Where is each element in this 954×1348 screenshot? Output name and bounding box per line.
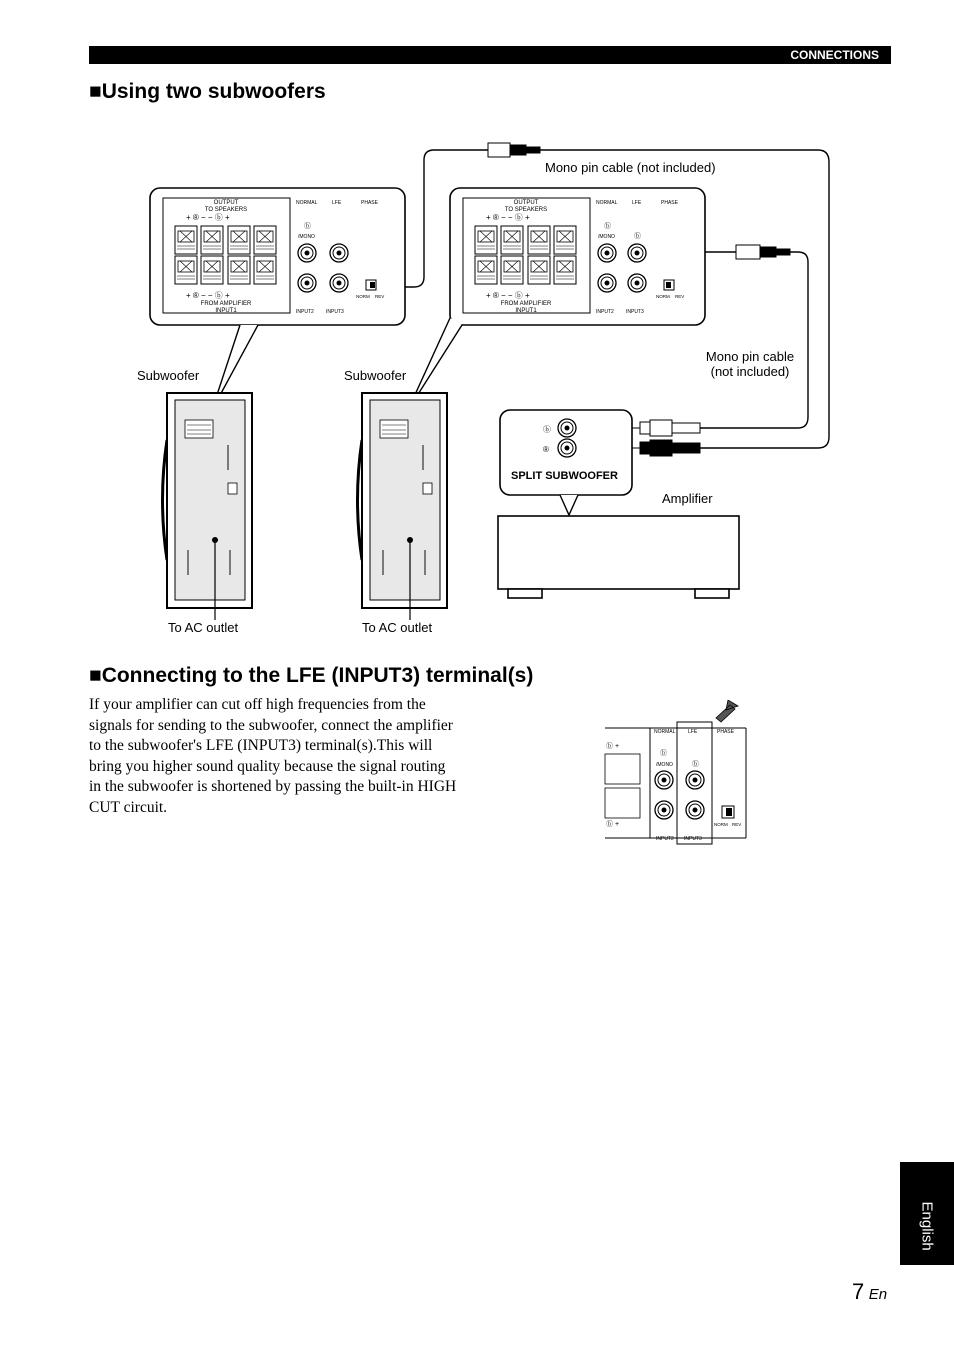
connection-diagram — [0, 0, 954, 660]
language-tab-label: English — [918, 1201, 936, 1251]
label-mono-cable-right-1: Mono pin cable — [705, 349, 795, 364]
label-ac-right: To AC outlet — [362, 620, 433, 635]
svg-text:ⓑ: ⓑ — [543, 425, 551, 434]
body-line: If your amplifier can cut off high frequencies from the — [89, 696, 426, 713]
panel-left — [150, 188, 405, 325]
diagram-text: INPUT3 — [626, 309, 644, 315]
label-subwoofer-right: Subwoofer — [344, 368, 407, 383]
lfe-body-text — [89, 695, 489, 819]
heading-lfe-text: Connecting to the LFE (INPUT3) terminal(s) — [101, 664, 534, 687]
body-line: in the subwoofer is shortened by passing the built-in HIGH — [89, 778, 457, 796]
diagram-text: NORM — [656, 294, 670, 299]
diagram-text: INPUT1 — [515, 308, 537, 314]
diagram-text: INPUT3 — [684, 836, 702, 842]
svg-text:®: ® — [543, 445, 549, 454]
square-bullet-icon: ■ — [89, 664, 102, 687]
diagram-text: NORMAL — [596, 200, 618, 206]
body-line: to the subwoofer's LFE (INPUT3) terminal(s).This will — [89, 737, 433, 755]
diagram-text: SPLIT SUBWOOFER — [511, 470, 618, 482]
diagram-text: PHASE — [661, 200, 678, 206]
diagram-text: /MONO — [298, 234, 315, 240]
page-number-value: 7 — [852, 1279, 865, 1304]
label-amplifier: Amplifier — [662, 491, 713, 506]
diagram-text: INPUT3 — [326, 309, 344, 315]
diagram-text: REV — [375, 294, 385, 299]
heading-lfe — [89, 664, 533, 688]
lfe-terminal-diagram — [600, 700, 750, 850]
diagram-text: OUTPUT — [213, 200, 239, 206]
heading-two-subwoofers-text: Using two subwoofers — [101, 80, 326, 103]
svg-text:ⓑ: ⓑ — [634, 233, 641, 240]
label-subwoofer-left: Subwoofer — [137, 368, 200, 383]
body-line: CUT circuit. — [89, 798, 168, 816]
svg-text:ⓑ +: ⓑ + — [606, 821, 620, 828]
plug-top — [488, 143, 540, 157]
plug-amp-bottom — [632, 440, 700, 456]
diagram-text: PHASE — [717, 729, 734, 735]
amplifier-unit — [498, 516, 739, 598]
svg-text:ⓑ: ⓑ — [692, 761, 699, 768]
label-mono-cable-right-2: (not included) — [710, 364, 790, 379]
svg-text:ⓑ: ⓑ — [604, 223, 611, 230]
diagram-text: TO SPEAKERS — [204, 207, 248, 213]
diagram-text: LFE — [332, 200, 342, 206]
diagram-text: /MONO — [598, 234, 615, 240]
label-mono-cable-top: Mono pin cable (not included) — [545, 160, 716, 175]
body-line: bring you higher sound quality because the signal routing — [89, 757, 446, 775]
svg-text:+ ® − − ⓑ +: + ® − − ⓑ + — [186, 291, 230, 300]
diagram-text: INPUT2 — [596, 309, 614, 315]
square-bullet-icon: ■ — [89, 80, 102, 103]
diagram-text: REV — [732, 822, 742, 827]
diagram-text: OUTPUT — [513, 200, 539, 206]
svg-text:ⓑ: ⓑ — [660, 750, 667, 757]
diagram-text: NORMAL — [654, 729, 676, 735]
diagram-text: FROM AMPLIFIER — [200, 301, 252, 307]
diagram-text: TO SPEAKERS — [504, 207, 548, 213]
svg-text:+ ® − − ⓑ +: + ® − − ⓑ + — [486, 213, 530, 222]
split-subwoofer-callout — [500, 410, 632, 515]
language-tab — [900, 1162, 954, 1265]
svg-text:ⓑ +: ⓑ + — [606, 743, 620, 750]
plug-right — [736, 245, 790, 259]
section-header: CONNECTIONS — [790, 48, 879, 62]
arrow-icon — [716, 700, 738, 722]
diagram-text: REV — [675, 294, 685, 299]
panel-right — [450, 188, 705, 325]
label-ac-left: To AC outlet — [168, 620, 239, 635]
diagram-text: INPUT2 — [296, 309, 314, 315]
page-number — [852, 1279, 887, 1305]
diagram-text: NORM — [714, 822, 728, 827]
diagram-text: INPUT1 — [215, 308, 237, 314]
diagram-text: /MONO — [656, 762, 673, 768]
diagram-text: LFE — [688, 729, 698, 735]
svg-text:+ ® − − ⓑ +: + ® − − ⓑ + — [486, 291, 530, 300]
subwoofer-right-unit — [358, 393, 448, 620]
diagram-text: PHASE — [361, 200, 378, 206]
diagram-text: INPUT2 — [656, 836, 674, 842]
subwoofer-left-unit — [163, 393, 253, 620]
svg-text:+ ® − − ⓑ +: + ® − − ⓑ + — [186, 213, 230, 222]
svg-text:ⓑ: ⓑ — [304, 223, 311, 230]
diagram-text: NORM — [356, 294, 370, 299]
diagram-text: LFE — [632, 200, 642, 206]
diagram-text: FROM AMPLIFIER — [500, 301, 552, 307]
diagram-text: NORMAL — [296, 200, 318, 206]
page-number-suffix: En — [868, 1286, 888, 1303]
plug-amp-top — [632, 420, 700, 436]
body-line: signals for sending to the subwoofer, connect the amplifier — [89, 716, 453, 734]
